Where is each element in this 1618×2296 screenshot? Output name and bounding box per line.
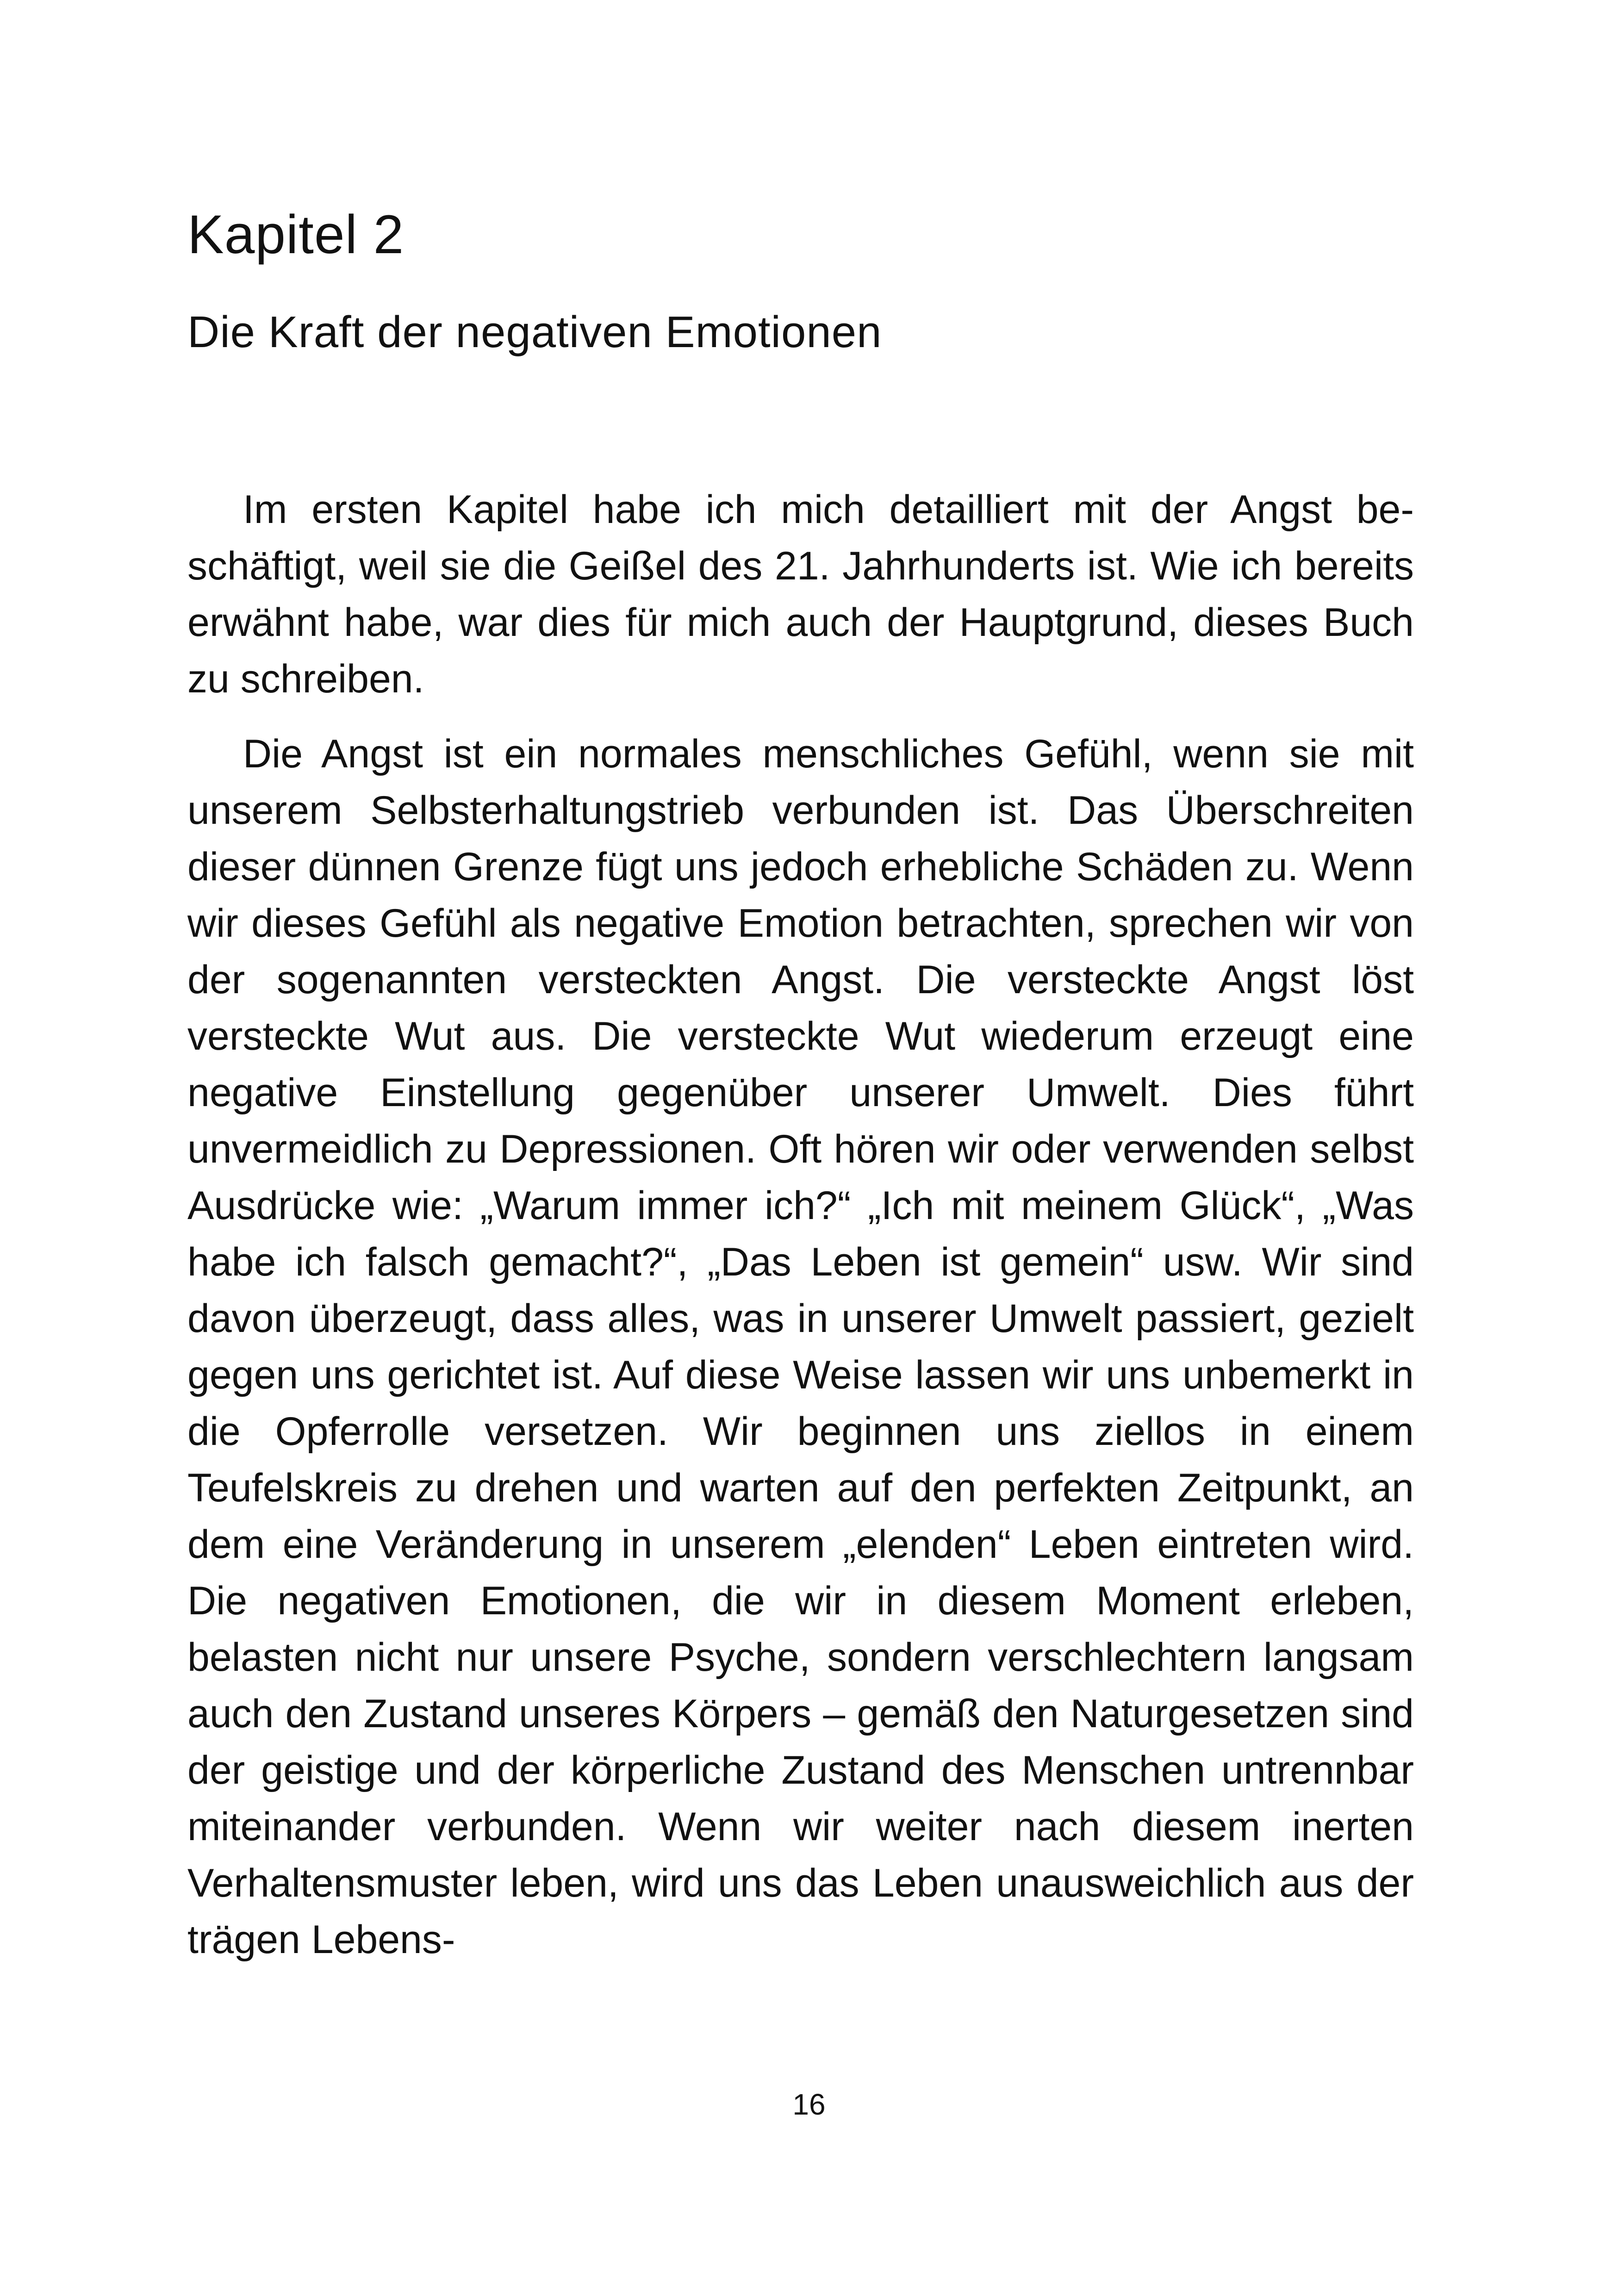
body-text [187, 481, 1414, 1986]
paragraph: Im ersten Kapitel habe ich mich detailliert mit der Angst beschäftigt, weil sie die Geißel des 21. Jahrhunderts ist. Wie ich bereits erwähnt habe, war dies für mich auch der Hauptgrund, dieses Buch zu schreiben. [187, 487, 1414, 701]
paragraph: Die Angst ist ein normales menschliches Gefühl, wenn sie mit unserem Selbsterhaltungstrieb verbunden ist. Das Überschreiten dieser dünnen Grenze fügt uns jedoch erhebliche Schäden zu. Wenn wir dieses Gefühl als negative Emotion betrachten, sprechen wir von der sogenannten versteckten Angst. Die versteckte Angst löst versteckte Wut aus. Die versteckte Wut wiederum erzeugt eine negative Einstellung gegenüber unserer Umwelt. Dies führt unvermeidlich zu Depressionen. Oft hören wir oder verwenden selbst Ausdrücke wie: „Warum immer ich?“ „Ich mit meinem Glück“, „Was habe ich falsch gemacht?“, „Das Leben ist gemein“ usw. Wir sind davon überzeugt, dass alles, was in unserer Umwelt passiert, gezielt gegen uns gerichtet ist. Auf diese Weise lassen wir uns unbemerkt in die Opferrolle versetzen. Wir beginnen uns ziellos in einem Teufelskreis zu drehen und warten auf den perfekten Zeitpunkt, an dem eine Veränderung in unserem „elenden“ Leben eintreten wird. Die negativen Emotionen, die wir in diesem Moment erleben, belasten nicht nur unsere Psyche, sondern verschlechtern langsam auch den Zustand unseres Körpers – gemäß den Naturgesetzen sind der geistige und der körperliche Zustand des Menschen untrennbar miteinander verbunden. Wenn wir weiter nach diesem inerten Verhaltensmuster leben, wird uns das Leben unausweichlich aus der trägen Lebens- [187, 732, 1414, 1962]
chapter-title: Kapitel 2 [187, 204, 404, 265]
chapter-subtitle: Die Kraft der negativen Emotionen [187, 307, 882, 357]
page-number: 16 [792, 2088, 826, 2121]
